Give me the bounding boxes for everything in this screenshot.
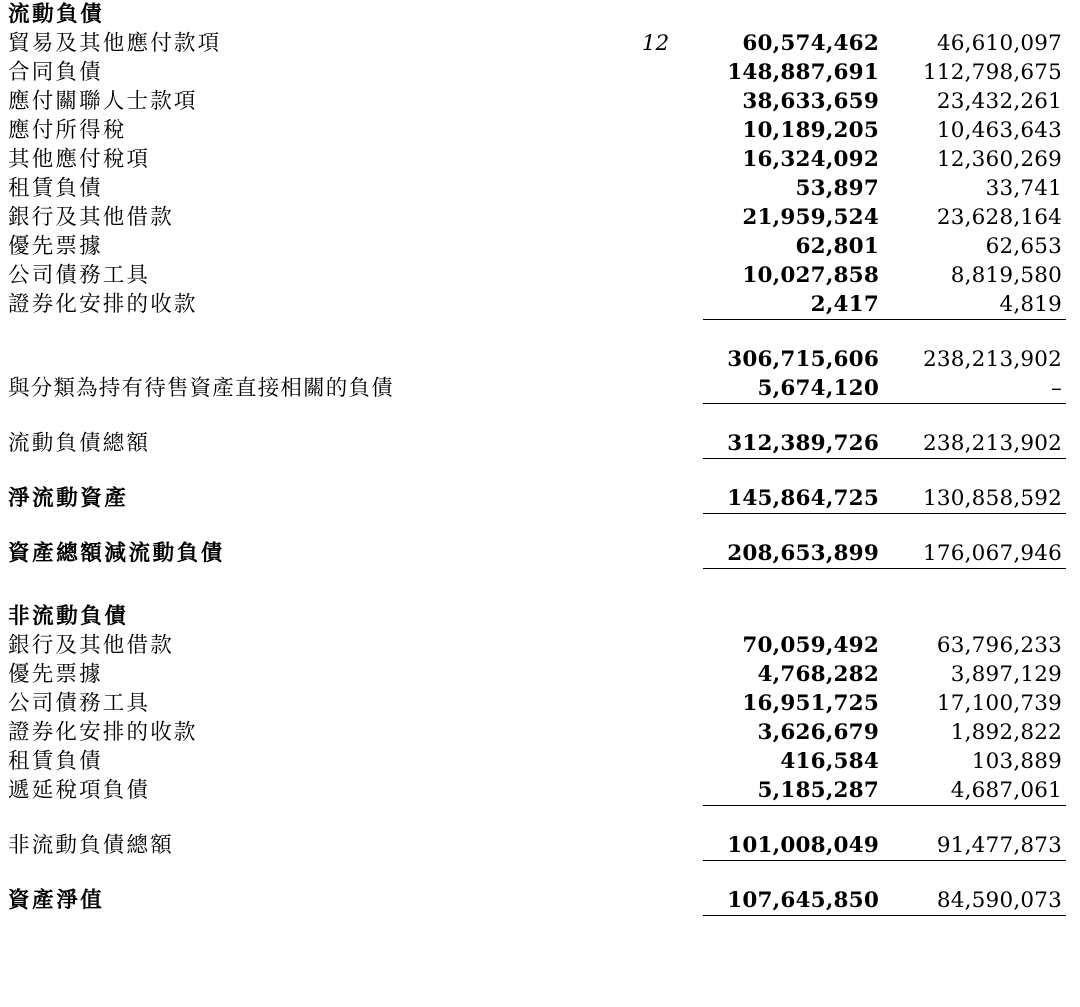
row-label: 其他應付稅項 [8, 147, 151, 172]
table-row-total-noncurrent-liabilities [8, 831, 1066, 860]
current-value: 53,897 [795, 176, 879, 201]
previous-value: – [883, 374, 1066, 403]
previous-value: 103,889 [971, 749, 1062, 774]
spacer [8, 319, 1066, 345]
row-label: 公司債務工具 [8, 691, 151, 716]
note-cell [608, 718, 703, 747]
row-label: 資產淨值 [8, 888, 105, 913]
section-title-current-liabilities: 流動負債 [8, 2, 105, 27]
current-value: 60,574,462 [742, 31, 879, 56]
current-value: 70,059,492 [742, 633, 879, 658]
previous-value: 12,360,269 [936, 147, 1062, 172]
current-value: 3,626,679 [757, 720, 879, 745]
row-label: 應付關聯人士款項 [8, 89, 198, 114]
previous-value: 130,858,592 [883, 484, 1066, 513]
note-cell [608, 374, 703, 403]
note-reference [608, 203, 703, 232]
current-value: 10,027,858 [742, 263, 879, 288]
row-label: 租賃負債 [8, 749, 103, 774]
table-row [8, 174, 1066, 203]
previous-value: 4,687,061 [883, 776, 1066, 805]
table-row-subtotal [8, 345, 1066, 374]
previous-value: 238,213,902 [883, 429, 1066, 458]
note-cell [608, 345, 703, 374]
table-row [8, 689, 1066, 718]
note-reference: 12 [641, 31, 670, 56]
table-row [8, 58, 1066, 87]
current-value [703, 0, 883, 29]
note-cell [608, 660, 703, 689]
row-label-held-for-sale: 與分類為持有待售資產直接相關的負債 [8, 376, 394, 401]
note-reference [608, 261, 703, 290]
previous-value: 10,463,643 [936, 118, 1062, 143]
note-reference [608, 290, 703, 319]
note-cell [608, 429, 703, 458]
current-value: 4,768,282 [757, 662, 879, 687]
row-label: 公司債務工具 [8, 263, 151, 288]
current-value: 5,674,120 [703, 374, 883, 403]
previous-value: 8,819,580 [950, 263, 1062, 288]
previous-value: 238,213,902 [923, 347, 1062, 372]
table-row [8, 290, 1066, 319]
row-label: 資產總額減流動負債 [8, 541, 225, 566]
row-label: 銀行及其他借款 [8, 633, 174, 658]
previous-value: 23,628,164 [936, 205, 1062, 230]
previous-value: 1,892,822 [950, 720, 1062, 745]
note-cell [608, 747, 703, 776]
current-value: 148,887,691 [727, 60, 879, 85]
previous-value: 3,897,129 [950, 662, 1062, 687]
current-value: 145,864,725 [703, 484, 883, 513]
current-value: 2,417 [703, 290, 883, 319]
previous-value: 46,610,097 [936, 31, 1062, 56]
table-row [8, 145, 1066, 174]
previous-value: 112,798,675 [923, 60, 1062, 85]
previous-value: 62,653 [985, 234, 1062, 259]
note-cell [608, 539, 703, 568]
previous-value: 17,100,739 [936, 691, 1062, 716]
table-row [8, 747, 1066, 776]
row-label: 銀行及其他借款 [8, 205, 174, 230]
current-value: 10,189,205 [742, 118, 879, 143]
previous-value [883, 0, 1066, 29]
row-label: 證券化安排的收款 [8, 720, 198, 745]
row-label: 非流動負債總額 [8, 833, 174, 858]
table-row-net-assets [8, 886, 1066, 915]
previous-value: 176,067,946 [883, 539, 1066, 568]
note-cell [608, 689, 703, 718]
current-value [703, 602, 883, 631]
row-label [8, 345, 608, 374]
spacer [8, 458, 1066, 484]
current-value: 5,185,287 [703, 776, 883, 805]
row-label: 優先票據 [8, 234, 103, 259]
note-reference [608, 116, 703, 145]
note-reference [608, 145, 703, 174]
table-row [8, 0, 1066, 29]
current-value: 16,324,092 [742, 147, 879, 172]
row-label: 應付所得稅 [8, 118, 127, 143]
current-value: 208,653,899 [703, 539, 883, 568]
row-label: 淨流動資產 [8, 486, 129, 511]
current-value: 16,951,725 [742, 691, 879, 716]
note-reference [608, 232, 703, 261]
table-row [8, 261, 1066, 290]
note-cell [608, 631, 703, 660]
table-row [8, 374, 1066, 403]
spacer [8, 568, 1066, 602]
table-row-net-current-assets [8, 484, 1066, 513]
current-value: 101,008,049 [703, 831, 883, 860]
previous-value: 63,796,233 [936, 633, 1062, 658]
current-value: 306,715,606 [727, 347, 879, 372]
previous-value: 91,477,873 [883, 831, 1066, 860]
table-row-total-assets-less-current-liabilities [8, 539, 1066, 568]
spacer [8, 860, 1066, 886]
current-value: 38,633,659 [742, 89, 879, 114]
table-row [8, 87, 1066, 116]
previous-value: 4,819 [883, 290, 1066, 319]
row-label: 證券化安排的收款 [8, 292, 198, 317]
current-value: 62,801 [795, 234, 879, 259]
previous-value [883, 602, 1066, 631]
section-title-noncurrent-liabilities: 非流動負債 [8, 604, 129, 629]
table-row [8, 29, 1066, 58]
table-row [8, 602, 1066, 631]
spacer [8, 403, 1066, 429]
row-label: 優先票據 [8, 662, 103, 687]
previous-value: 84,590,073 [883, 886, 1066, 915]
table-row [8, 232, 1066, 261]
current-value: 107,645,850 [703, 886, 883, 915]
current-value: 21,959,524 [742, 205, 879, 230]
current-value: 312,389,726 [703, 429, 883, 458]
note-cell [608, 484, 703, 513]
note-cell [608, 886, 703, 915]
table-row [8, 718, 1066, 747]
table-row [8, 203, 1066, 232]
balance-sheet-table [8, 0, 1066, 916]
row-label: 貿易及其他應付款項 [8, 31, 222, 56]
table-row-total-current-liabilities [8, 429, 1066, 458]
table-row [8, 660, 1066, 689]
row-label: 流動負債總額 [8, 431, 151, 456]
note-cell [608, 831, 703, 860]
spacer [8, 805, 1066, 831]
row-label: 合同負債 [8, 60, 103, 85]
previous-value: 33,741 [985, 176, 1062, 201]
note-reference [608, 174, 703, 203]
note-reference [608, 87, 703, 116]
table-row [8, 116, 1066, 145]
previous-value: 23,432,261 [936, 89, 1062, 114]
current-value: 416,584 [780, 749, 879, 774]
row-label: 遞延稅項負債 [8, 778, 151, 803]
note-reference [608, 58, 703, 87]
note-cell [608, 776, 703, 805]
row-label: 租賃負債 [8, 176, 103, 201]
note-cell [608, 0, 703, 29]
note-cell [608, 602, 703, 631]
table-row [8, 776, 1066, 805]
table-row [8, 631, 1066, 660]
spacer [8, 513, 1066, 539]
